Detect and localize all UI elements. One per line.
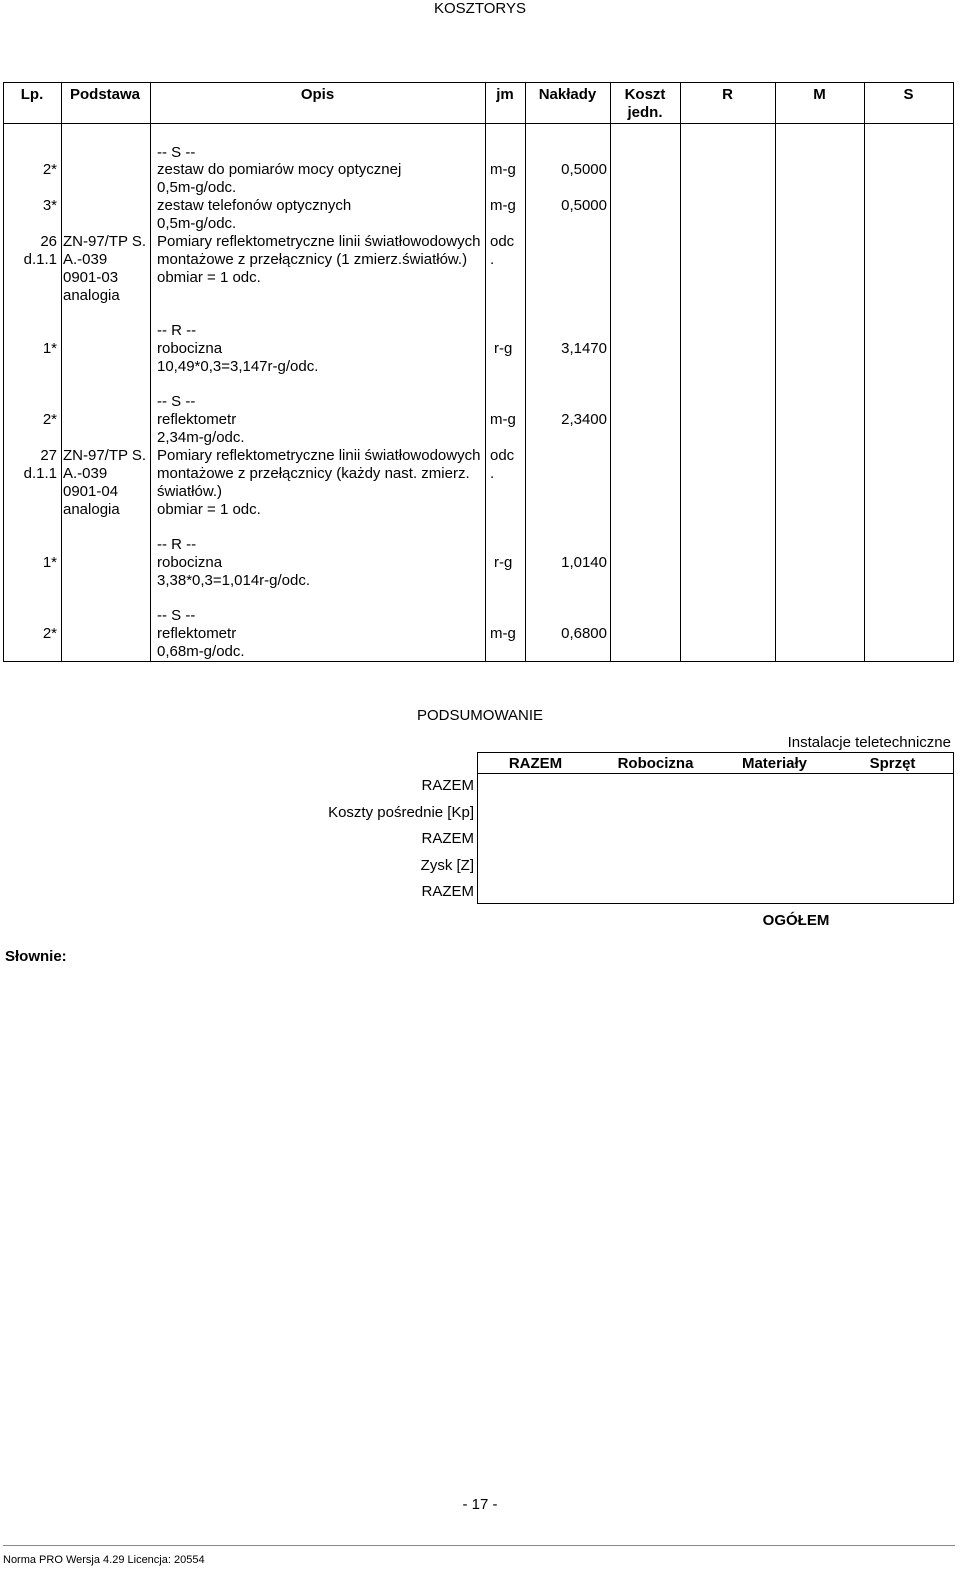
position-jm-dot: . [490, 251, 495, 268]
podstawa-line: ZN-97/TP S. [63, 233, 147, 250]
row-opis-norm: 0,5m-g/odc. [157, 179, 237, 196]
row-opis: reflektometr [157, 411, 237, 428]
col-divider [953, 82, 954, 662]
summary-row-koszty-posrednie: Koszty pośrednie [Kp] [328, 804, 474, 821]
summary-row-zysk: Zysk [Z] [420, 857, 474, 874]
row-lp: 1* [42, 340, 57, 357]
page-number: - 17 - [462, 1496, 498, 1513]
row-jm: m-g [490, 197, 516, 214]
col-divider [610, 82, 611, 662]
summary-col-materialy: Materiały [741, 755, 808, 772]
podstawa-line: analogia [63, 501, 120, 518]
position-jm: odc [490, 233, 515, 250]
podstawa-line: A.-039 [63, 465, 108, 482]
row-opis: robocizna [157, 340, 223, 357]
summary-col-sprzet: Sprzęt [869, 755, 916, 772]
position-subnumber: d.1.1 [23, 251, 57, 268]
s-marker: -- S -- [157, 607, 196, 624]
summary-grid-line [477, 773, 953, 774]
podstawa-line: A.-039 [63, 251, 108, 268]
row-lp: 2* [42, 161, 57, 178]
row-opis: robocizna [157, 554, 223, 571]
podstawa-line: 0901-03 [63, 269, 119, 286]
row-jm: m-g [490, 411, 516, 428]
summary-grid-line [477, 752, 953, 753]
summary-row-razem: RAZEM [421, 830, 474, 847]
header-koszt-jedn: jedn. [627, 104, 663, 121]
col-divider [485, 82, 486, 662]
row-jm: m-g [490, 625, 516, 642]
header-r: R [722, 86, 733, 103]
row-opis: reflektometr [157, 625, 237, 642]
summary-ogolem: OGÓŁEM [762, 912, 830, 929]
col-divider [61, 82, 62, 662]
position-jm: odc [490, 447, 515, 464]
position-number: 26 [40, 233, 57, 250]
header-s: S [903, 86, 914, 103]
table-top-border [3, 82, 953, 83]
position-obmiar: obmiar = 1 odc. [157, 269, 261, 286]
row-jm: r-g [494, 340, 513, 357]
col-divider [150, 82, 151, 662]
row-opis-norm: 3,38*0,3=1,014r-g/odc. [157, 572, 311, 589]
row-naklady: 0,5000 [561, 197, 607, 214]
row-opis: zestaw telefonów optycznych [157, 197, 352, 214]
row-opis-norm: 10,49*0,3=3,147r-g/odc. [157, 358, 319, 375]
row-naklady: 3,1470 [561, 340, 607, 357]
summary-col-robocizna: Robocizna [617, 755, 694, 772]
position-description: Pomiary reflektometryczne linii światłowodowych [157, 447, 481, 464]
summary-row-razem: RAZEM [421, 777, 474, 794]
podstawa-line: ZN-97/TP S. [63, 447, 147, 464]
table-bottom-border [3, 661, 953, 662]
row-lp: 3* [42, 197, 57, 214]
row-lp: 2* [42, 625, 57, 642]
col-divider [775, 82, 776, 662]
row-jm: r-g [494, 554, 513, 571]
row-jm: m-g [490, 161, 516, 178]
r-marker: -- R -- [157, 322, 197, 339]
col-divider [864, 82, 865, 662]
position-number: 27 [40, 447, 57, 464]
slownie-label: Słownie: [5, 948, 67, 965]
podstawa-line: analogia [63, 287, 120, 304]
summary-grid-line [477, 752, 478, 904]
position-jm-dot: . [490, 465, 495, 482]
header-bottom-border [3, 123, 953, 124]
header-naklady: Nakłady [538, 86, 597, 103]
footer-license: Norma PRO Wersja 4.29 Licencja: 20554 [3, 1554, 205, 1566]
row-lp: 1* [42, 554, 57, 571]
row-naklady: 0,5000 [561, 161, 607, 178]
podstawa-line: 0901-04 [63, 483, 119, 500]
position-description: montażowe z przełącznicy (każdy nast. zmierz. [157, 465, 470, 482]
position-obmiar: obmiar = 1 odc. [157, 501, 261, 518]
row-opis-norm: 0,5m-g/odc. [157, 215, 237, 232]
header-jm: jm [496, 86, 514, 103]
summary-section-name: Instalacje teletechniczne [787, 734, 951, 751]
row-naklady: 2,3400 [561, 411, 607, 428]
header-podstawa: Podstawa [70, 86, 141, 103]
page-title: KOSZTORYS [434, 0, 526, 17]
header-opis: Opis [300, 86, 335, 103]
row-opis-norm: 0,68m-g/odc. [157, 643, 245, 660]
position-description: światłów.) [157, 483, 223, 500]
s-marker: -- S -- [157, 144, 196, 161]
position-description: montażowe z przełącznicy (1 zmierz.światłów.) [157, 251, 468, 268]
summary-title: PODSUMOWANIE [416, 707, 544, 724]
header-koszt: Koszt [624, 86, 666, 103]
summary-grid-line [953, 752, 954, 904]
row-lp: 2* [42, 411, 57, 428]
header-m: M [813, 86, 826, 103]
summary-col-razem: RAZEM [508, 755, 563, 772]
position-description: Pomiary reflektometryczne linii światłowodowych [157, 233, 481, 250]
row-opis: zestaw do pomiarów mocy optycznej [157, 161, 402, 178]
row-naklady: 1,0140 [561, 554, 607, 571]
row-opis-norm: 2,34m-g/odc. [157, 429, 245, 446]
position-subnumber: d.1.1 [23, 465, 57, 482]
footer-divider [3, 1545, 955, 1546]
row-naklady: 0,6800 [561, 625, 607, 642]
s-marker: -- S -- [157, 393, 196, 410]
summary-grid-line [477, 903, 953, 904]
header-lp: Lp. [20, 86, 44, 103]
col-divider [680, 82, 681, 662]
summary-row-razem: RAZEM [421, 883, 474, 900]
r-marker: -- R -- [157, 536, 197, 553]
